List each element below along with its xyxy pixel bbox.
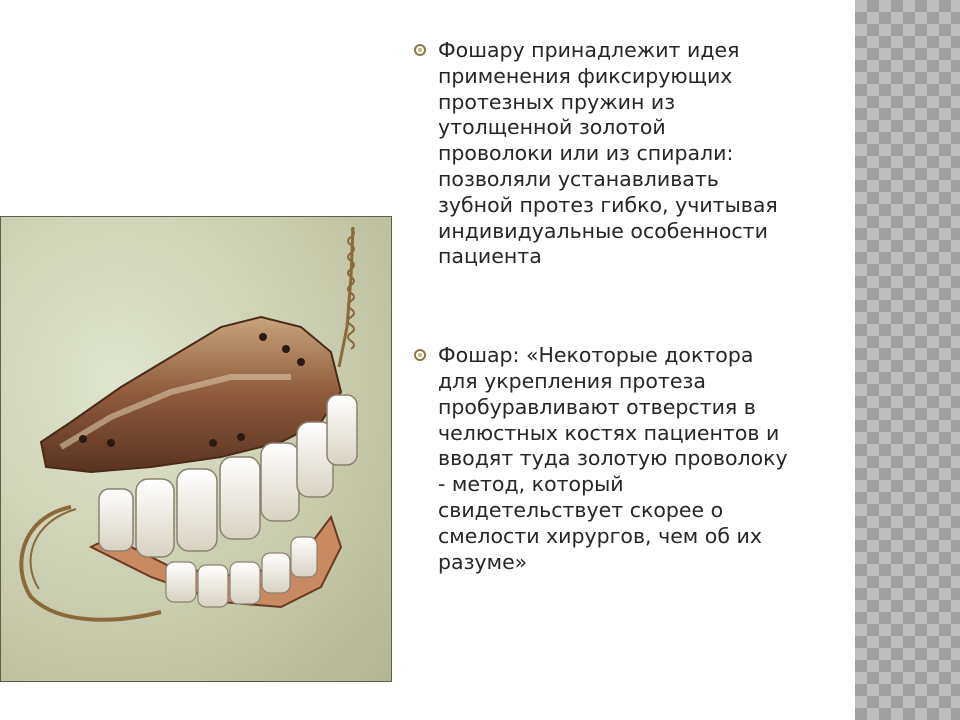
bullet-item [413, 343, 843, 575]
decorative-side-pattern [855, 0, 960, 720]
bullet-list [413, 38, 843, 575]
bullet-item [413, 38, 843, 270]
ring-bullet-icon [413, 348, 427, 362]
bullet-text: Фошар: «Некоторые доктора для укрепления протеза пробуравливают отверстия в челюстных костях пациентов и вводят туда золотую проволоку - метод, который свидетельствует скорее о смелости хирургов, чем об их разуме» [438, 343, 788, 574]
ring-bullet-icon [413, 43, 427, 57]
bullet-text: Фошару принадлежит идея применения фиксирующих протезных пружин из утолщенной золотой проволоки или из спирали: позволяли устанавливать зубной протез гибко, учитывая индивидуальные особенности пациента [438, 38, 778, 269]
denture-illustration [1, 217, 391, 681]
denture-photo [0, 216, 392, 682]
